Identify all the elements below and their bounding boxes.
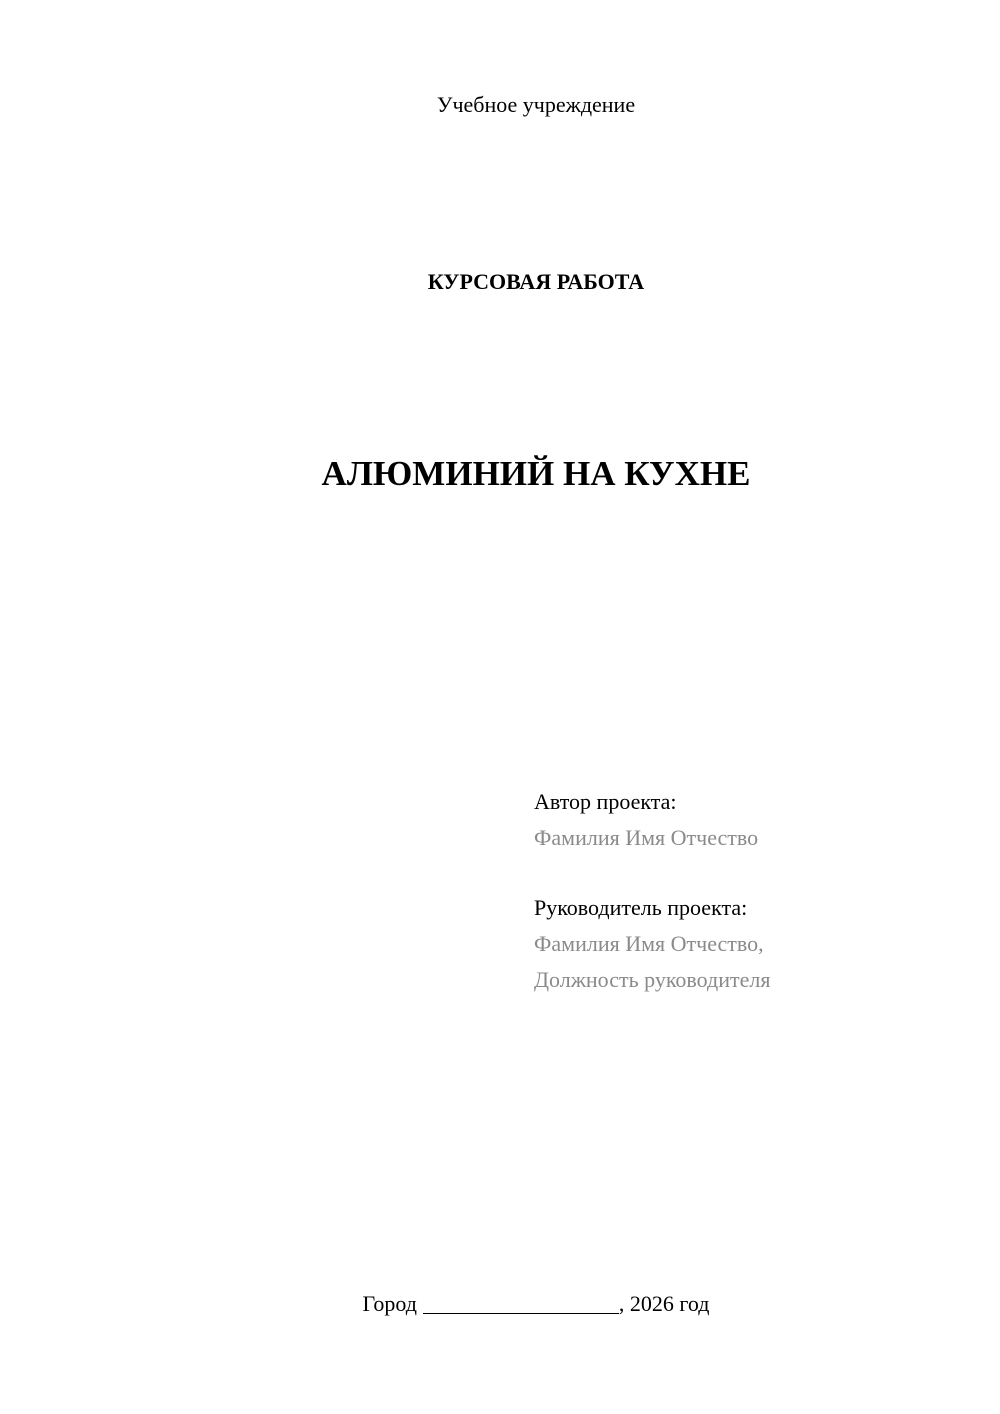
city-blank-underline [423, 1291, 619, 1314]
city-label: Город [362, 1291, 417, 1316]
spacer [534, 856, 770, 890]
institution-name: Учебное учреждение [436, 92, 636, 117]
project-info-block [534, 784, 770, 998]
year-text: , 2026 год [618, 1291, 710, 1316]
work-type-heading: КУРСОВАЯ РАБОТА [427, 269, 645, 294]
city-year-line [72, 1289, 1000, 1319]
author-name-placeholder: Фамилия Имя Отчество [534, 825, 759, 850]
supervisor-name-placeholder: Фамилия Имя Отчество, [534, 931, 764, 956]
supervisor-position-placeholder: Должность руководителя [534, 967, 771, 992]
author-label: Автор проекта: [534, 789, 677, 814]
supervisor-label: Руководитель проекта: [534, 895, 748, 920]
document-title: АЛЮМИНИЙ НА КУХНЕ [321, 454, 751, 493]
